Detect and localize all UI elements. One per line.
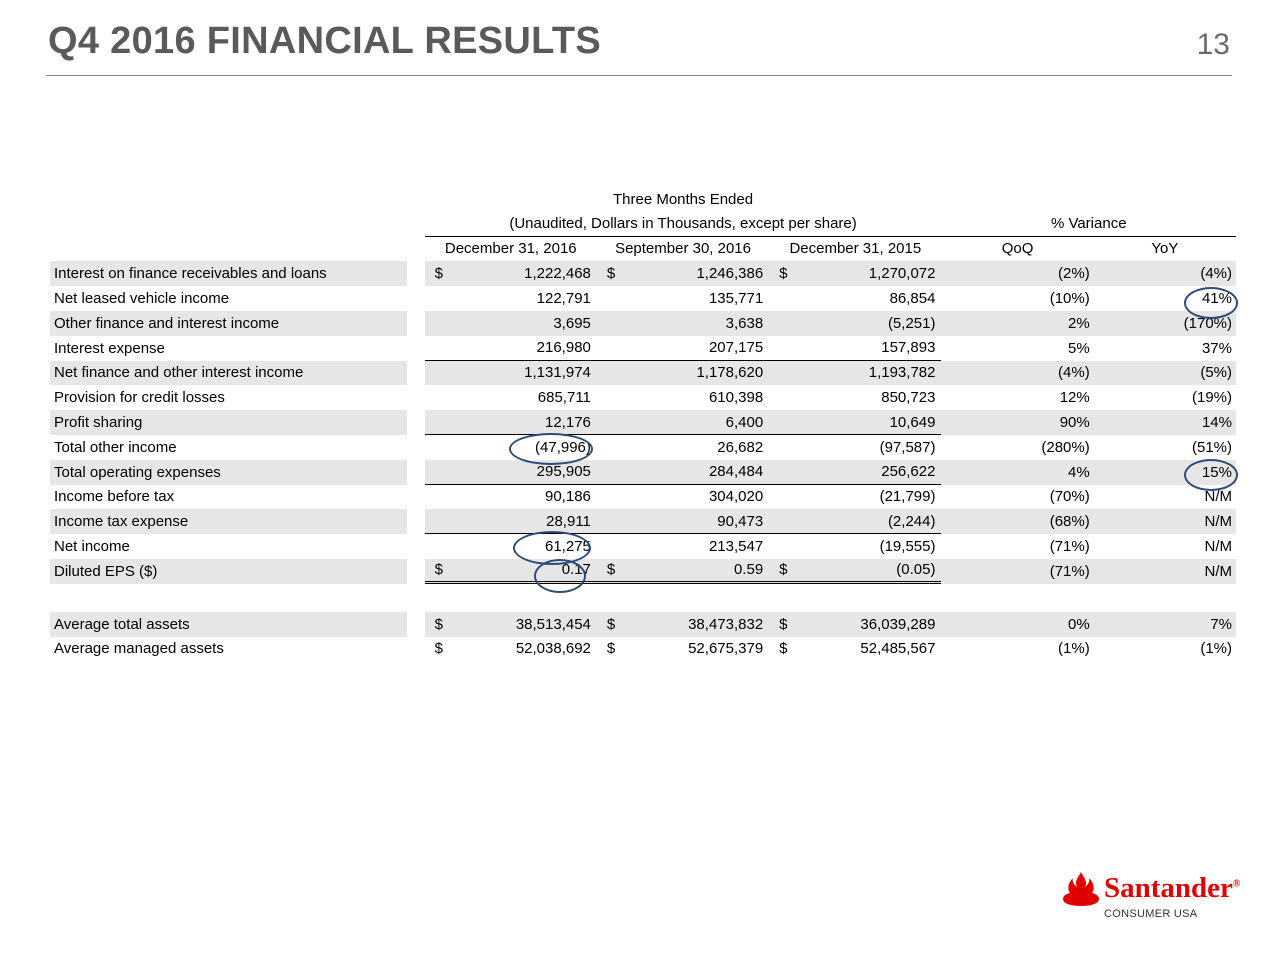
value-cell bbox=[597, 509, 769, 534]
logo-wordmark: Santander® bbox=[1104, 872, 1241, 904]
value-text: 61,275 bbox=[545, 538, 591, 556]
value-cell bbox=[425, 336, 597, 361]
value-text: 1,193,782 bbox=[868, 364, 936, 382]
value-text: (2,244) bbox=[887, 512, 936, 530]
value-text: 28,911 bbox=[546, 512, 591, 530]
qoq-cell: (68%) bbox=[941, 509, 1093, 534]
row-label: Interest expense bbox=[54, 339, 165, 357]
value-text: 38,513,454 bbox=[515, 615, 591, 633]
yoy-cell: (5%) bbox=[1094, 361, 1236, 386]
yoy-cell: 41% bbox=[1201, 290, 1232, 308]
qoq-cell: (71%) bbox=[941, 559, 1093, 584]
table-row bbox=[50, 559, 1236, 584]
currency-symbol: $ bbox=[434, 561, 443, 579]
currency-symbol: $ bbox=[606, 640, 616, 658]
value-text: 256,622 bbox=[881, 463, 936, 481]
value-cell bbox=[597, 612, 769, 637]
value-text: 284,484 bbox=[708, 463, 764, 481]
value-cell bbox=[769, 261, 941, 286]
value-text: 52,485,567 bbox=[860, 640, 936, 658]
yoy-cell: N/M bbox=[1094, 559, 1236, 584]
col-header-yoy: YoY bbox=[1151, 240, 1179, 258]
table-row bbox=[50, 385, 1236, 410]
value-cell bbox=[769, 311, 941, 336]
qoq-cell: (2%) bbox=[941, 261, 1093, 286]
value-text: 0.17 bbox=[561, 561, 591, 579]
value-text: 1,222,468 bbox=[524, 265, 591, 283]
value-cell bbox=[425, 612, 597, 637]
value-cell bbox=[425, 485, 597, 510]
row-label: Diluted EPS ($) bbox=[50, 559, 407, 584]
value-text: 38,473,832 bbox=[688, 615, 764, 633]
highlight-circle bbox=[534, 559, 586, 593]
variance-header: % Variance bbox=[941, 212, 1236, 237]
value-cell bbox=[597, 361, 769, 386]
row-label: Net income bbox=[54, 538, 130, 556]
table-row bbox=[50, 435, 1236, 460]
value-cell bbox=[425, 361, 597, 386]
yoy-cell: (19%) bbox=[1191, 389, 1232, 407]
qoq-cell: 90% bbox=[941, 410, 1093, 435]
row-label: Income before tax bbox=[54, 488, 175, 506]
value-text: 52,675,379 bbox=[688, 640, 764, 658]
qoq-cell: 2% bbox=[941, 311, 1093, 336]
table-row bbox=[50, 361, 1236, 386]
value-text: 10,649 bbox=[889, 413, 936, 431]
value-text: 12,176 bbox=[545, 413, 591, 431]
value-text: 207,175 bbox=[708, 339, 764, 357]
value-cell bbox=[425, 385, 597, 410]
yoy-cell: (170%) bbox=[1094, 311, 1236, 336]
financial-table-container bbox=[50, 187, 1236, 661]
logo-subtitle: CONSUMER USA bbox=[1104, 908, 1198, 920]
santander-logo bbox=[1062, 870, 1241, 920]
value-text: (5,251) bbox=[887, 314, 936, 332]
table-row bbox=[50, 509, 1236, 534]
currency-symbol: $ bbox=[779, 561, 788, 579]
value-cell bbox=[769, 485, 941, 510]
value-cell bbox=[769, 410, 941, 435]
value-cell bbox=[597, 410, 769, 435]
value-cell bbox=[769, 460, 941, 485]
value-text: 295,905 bbox=[536, 463, 591, 481]
value-cell bbox=[597, 485, 769, 510]
header-row-2 bbox=[50, 212, 1236, 237]
row-label: Profit sharing bbox=[50, 410, 407, 435]
value-cell bbox=[597, 336, 769, 361]
col-header-sep-2016: September 30, 2016 bbox=[615, 240, 751, 258]
yoy-cell: (4%) bbox=[1094, 261, 1236, 286]
value-text: 1,131,974 bbox=[524, 364, 591, 382]
row-label: Average total assets bbox=[50, 612, 407, 637]
value-cell bbox=[425, 311, 597, 336]
value-text: 216,980 bbox=[536, 339, 591, 357]
yoy-cell: N/M bbox=[1094, 509, 1236, 534]
value-text: 850,723 bbox=[881, 389, 936, 407]
value-cell bbox=[597, 435, 769, 460]
value-cell bbox=[597, 534, 769, 559]
value-text: 3,695 bbox=[553, 314, 591, 332]
row-label: Net leased vehicle income bbox=[54, 290, 230, 308]
value-cell bbox=[425, 286, 597, 311]
currency-symbol: $ bbox=[606, 265, 616, 283]
value-cell bbox=[425, 637, 597, 662]
value-cell bbox=[769, 612, 941, 637]
currency-symbol: $ bbox=[779, 615, 788, 633]
qoq-cell: 4% bbox=[941, 460, 1093, 485]
value-cell bbox=[769, 435, 941, 460]
highlight-circle bbox=[1184, 287, 1238, 319]
table-row bbox=[50, 336, 1236, 361]
qoq-cell: (280%) bbox=[1041, 438, 1090, 456]
value-cell bbox=[769, 509, 941, 534]
yoy-cell: 37% bbox=[1201, 339, 1232, 357]
table-row bbox=[50, 485, 1236, 510]
table-row bbox=[50, 311, 1236, 336]
value-text: 1,178,620 bbox=[696, 364, 764, 382]
value-cell bbox=[425, 410, 597, 435]
table-row bbox=[50, 286, 1236, 311]
value-cell bbox=[769, 559, 941, 584]
title-divider bbox=[46, 75, 1232, 76]
row-label: Average managed assets bbox=[54, 640, 224, 658]
value-text: (19,555) bbox=[879, 538, 936, 556]
value-text: 122,791 bbox=[536, 290, 591, 308]
value-cell bbox=[425, 460, 597, 485]
currency-symbol: $ bbox=[434, 615, 443, 633]
row-label: Provision for credit losses bbox=[54, 389, 225, 407]
yoy-cell: (1%) bbox=[1200, 640, 1232, 658]
unaudited-header: (Unaudited, Dollars in Thousands, except per share) bbox=[425, 212, 942, 237]
yoy-cell: (51%) bbox=[1191, 438, 1232, 456]
qoq-cell: (71%) bbox=[1049, 538, 1090, 556]
table-row bbox=[50, 534, 1236, 559]
value-cell bbox=[597, 559, 769, 584]
currency-symbol: $ bbox=[779, 265, 788, 283]
value-text: 3,638 bbox=[725, 314, 764, 332]
three-months-header: Three Months Ended bbox=[612, 190, 754, 208]
row-label: Other finance and interest income bbox=[50, 311, 407, 336]
currency-symbol: $ bbox=[606, 561, 616, 579]
value-cell bbox=[769, 637, 941, 662]
value-cell bbox=[425, 261, 597, 286]
value-cell bbox=[597, 261, 769, 286]
value-text: 90,186 bbox=[545, 488, 591, 506]
table-row bbox=[50, 637, 1236, 662]
spacer-row bbox=[50, 584, 1236, 612]
table-row bbox=[50, 460, 1236, 485]
header-row-3 bbox=[50, 237, 1236, 262]
qoq-cell: (70%) bbox=[1049, 488, 1090, 506]
value-text: 1,270,072 bbox=[868, 265, 936, 283]
row-label: Net finance and other interest income bbox=[50, 361, 407, 386]
value-cell bbox=[597, 460, 769, 485]
value-cell bbox=[597, 637, 769, 662]
value-text: 610,398 bbox=[708, 389, 764, 407]
value-text: 304,020 bbox=[708, 488, 764, 506]
value-cell bbox=[769, 385, 941, 410]
yoy-cell: N/M bbox=[1204, 538, 1232, 556]
highlight-circle bbox=[509, 433, 593, 465]
page-title: Q4 2016 FINANCIAL RESULTS bbox=[48, 20, 601, 62]
yoy-cell: 14% bbox=[1094, 410, 1236, 435]
value-text: 26,682 bbox=[717, 438, 764, 456]
value-cell bbox=[769, 336, 941, 361]
qoq-cell: 0% bbox=[941, 612, 1093, 637]
value-text: 157,893 bbox=[881, 339, 936, 357]
col-header-dec-2016: December 31, 2016 bbox=[444, 240, 577, 258]
value-text: (0.05) bbox=[896, 561, 936, 579]
currency-symbol: $ bbox=[779, 640, 788, 658]
currency-symbol: $ bbox=[434, 265, 443, 283]
qoq-cell: (10%) bbox=[1049, 290, 1090, 308]
value-text: (47,996) bbox=[535, 438, 591, 456]
value-text: 0.59 bbox=[733, 561, 764, 579]
value-cell bbox=[769, 534, 941, 559]
currency-symbol: $ bbox=[434, 640, 443, 658]
table-row bbox=[50, 261, 1236, 286]
table-row bbox=[50, 410, 1236, 435]
row-label: Interest on finance receivables and loans bbox=[50, 261, 407, 286]
value-text: 685,711 bbox=[537, 389, 591, 407]
value-text: 213,547 bbox=[708, 538, 764, 556]
value-text: 1,246,386 bbox=[696, 265, 764, 283]
row-label: Income tax expense bbox=[50, 509, 407, 534]
value-text: 52,038,692 bbox=[515, 640, 591, 658]
value-cell bbox=[597, 385, 769, 410]
yoy-cell: 15% bbox=[1094, 460, 1236, 485]
yoy-cell: N/M bbox=[1204, 488, 1232, 506]
page-number: 13 bbox=[1196, 28, 1230, 61]
row-label: Total operating expenses bbox=[50, 460, 407, 485]
santander-flame-icon bbox=[1062, 870, 1100, 906]
header-row-1 bbox=[50, 187, 1236, 212]
qoq-cell: (1%) bbox=[1058, 640, 1090, 658]
qoq-cell: 12% bbox=[1059, 389, 1090, 407]
value-text: 90,473 bbox=[717, 512, 764, 530]
value-cell bbox=[769, 286, 941, 311]
value-text: 86,854 bbox=[889, 290, 936, 308]
value-cell bbox=[769, 361, 941, 386]
value-text: 135,771 bbox=[708, 290, 764, 308]
table-row bbox=[50, 612, 1236, 637]
value-text: 36,039,289 bbox=[860, 615, 936, 633]
row-label: Total other income bbox=[54, 438, 177, 456]
financial-results-table bbox=[50, 187, 1236, 661]
yoy-cell: 7% bbox=[1094, 612, 1236, 637]
value-text: 6,400 bbox=[725, 413, 764, 431]
value-cell bbox=[597, 286, 769, 311]
value-cell bbox=[597, 311, 769, 336]
value-text: (21,799) bbox=[879, 488, 936, 506]
value-text: (97,587) bbox=[879, 438, 936, 456]
currency-symbol: $ bbox=[606, 615, 616, 633]
highlight-circle bbox=[1184, 459, 1238, 491]
col-header-dec-2015: December 31, 2015 bbox=[789, 240, 922, 258]
qoq-cell: (4%) bbox=[941, 361, 1093, 386]
col-header-qoq: QoQ bbox=[1001, 240, 1034, 258]
qoq-cell: 5% bbox=[1068, 339, 1090, 357]
value-cell bbox=[425, 509, 597, 534]
